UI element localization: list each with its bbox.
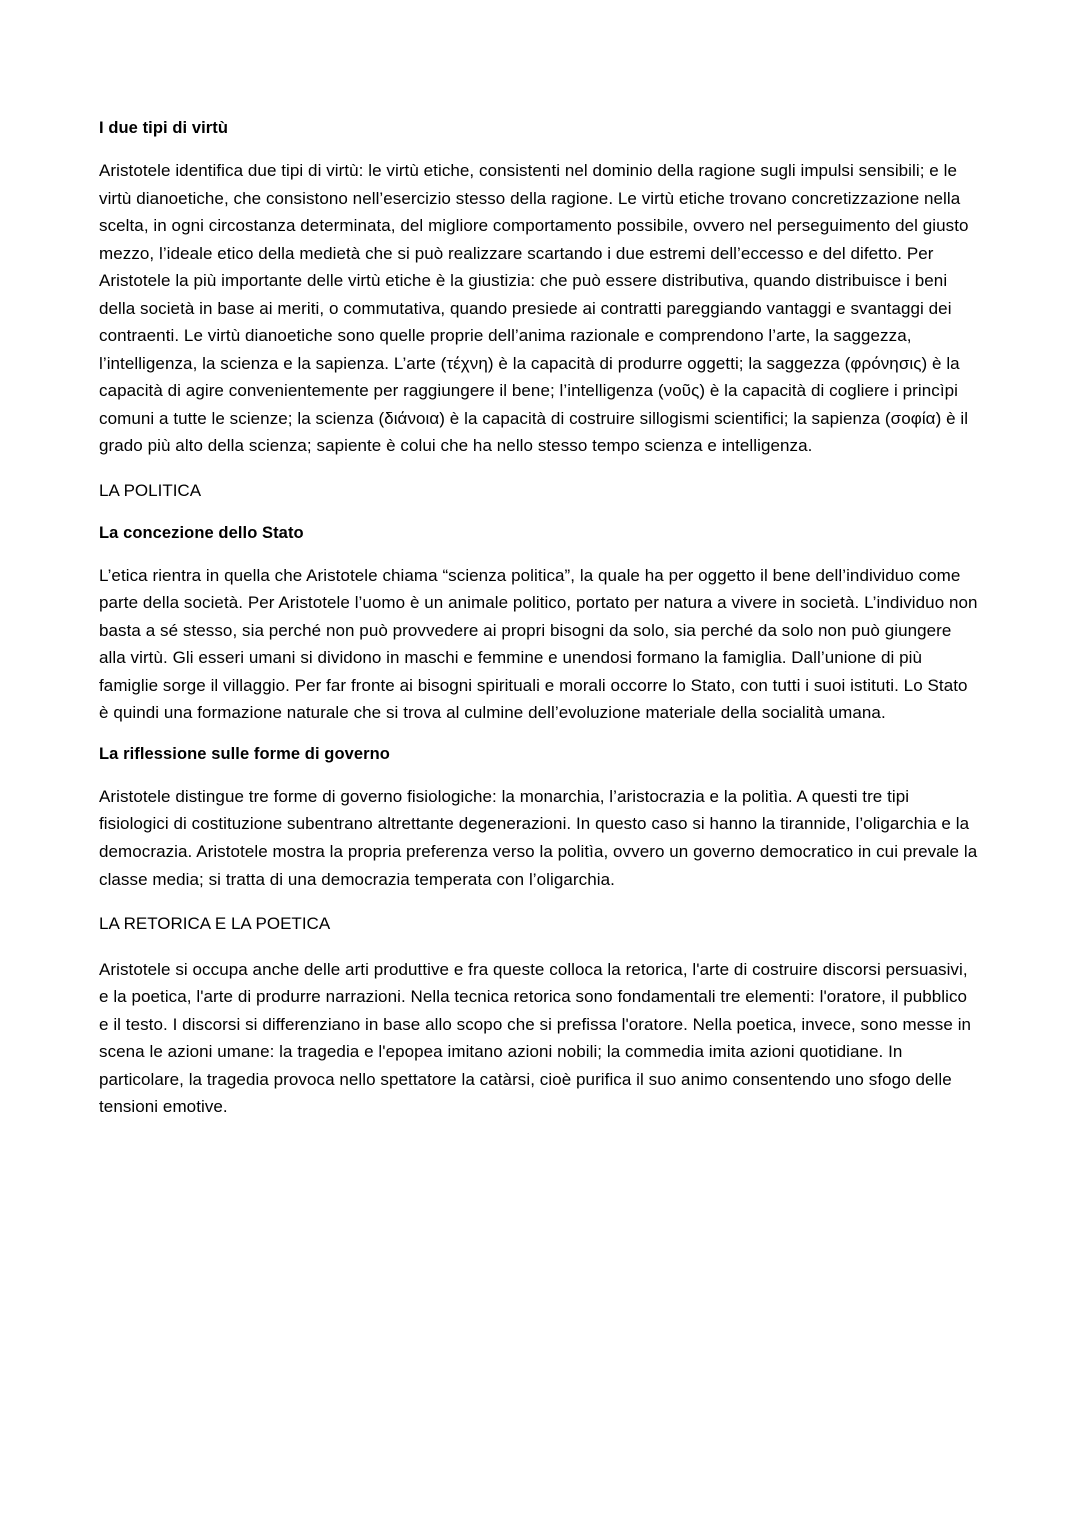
heading-la-concezione-dello-stato: La concezione dello Stato bbox=[99, 523, 304, 542]
heading-i-due-tipi-di-virtu: I due tipi di virtù bbox=[99, 119, 228, 137]
paragraph-retorica-e-poetica: Aristotele si occupa anche delle arti produttive e fra queste colloca la retorica, l'arte di costruire discorsi persuasivi, e la poetica, l'arte di produrre narrazioni. Nella tecnica retorica sono fondamentali tre elementi: l'oratore, il pubblico e il testo. I discorsi si differenziano in base allo scopo che si prefissa l'oratore. Nella poetica, invece, sono messe in scena le azioni umane: la tragedia e l'epopea imitano azioni nobili; la commedia imita azioni quotidiane. In particolare, la tragedia provoca nello spettatore la catàrsi, cioè purifica il suo animo consentendo uno sfogo delle tensioni emotive. bbox=[99, 959, 972, 1117]
paragraph-concezione-dello-stato: L’etica rientra in quella che Aristotele chiama “scienza politica”, la quale ha per oggetto il bene dell’individuo come parte della società. Per Aristotele l’uomo è un animale politico, portato per natura a vivere in società. L’individuo non basta a sé stesso, sia perché non può provvedere ai propri bisogni da solo, sia perché da solo non può giungere alla virtù. Gli esseri umani si dividono in maschi e femmine e unendosi formano la famiglia. Dall’unione di più famiglie sorge il villaggio. Per far fronte ai bisogni spirituali e morali occorre lo Stato, con tutti i suoi istituti. Lo Stato è quindi una formazione naturale che si trova al culmine dell’evoluzione materiale della socialità umana. bbox=[99, 565, 978, 723]
section-label-la-retorica-e-la-poetica: LA RETORICA E LA POETICA bbox=[99, 914, 331, 934]
paragraph-due-tipi-di-virtu: Aristotele identifica due tipi di virtù: le virtù etiche, consistenti nel dominio della ragione sugli impulsi sensibili; e le virtù dianoetiche, che consistono nell’esercizio stesso della ragione. Le virtù etiche trovano concretizzazione nella scelta, in ogni circostanza determinata, del migliore comportamento possibile, ovvero nel perseguimento del giusto mezzo, l’ideale etico della medietà che si può realizzare scartando i due estremi dell’eccesso e del difetto. Per Aristotele la più importante delle virtù etiche è la giustizia: che può essere distributiva, quando distribuisce i beni della società in base ai meriti, o commutativa, quando presiede ai contratti pareggiando vantaggi e svantaggi dei contraenti. Le virtù dianoetiche sono quelle proprie dell’anima razionale e comprendono l’arte, la saggezza, l’intelligenza, la scienza e la sapienza. L’arte (τέχνη) è la capacità di produrre oggetti; la saggezza (φρόνησις) è la capacità di agire convenientemente per raggiungere il bene; l’intelligenza (νοῦς) è la capacità di cogliere i princìpi comuni a tutte le scienze; la scienza (διάνοια) è la capacità di costruire sillogismi scientifici; la sapienza (σοφία) è il grado più alto della scienza; sapiente è colui che ha nello stesso tempo scienza e intelligenza. bbox=[99, 161, 969, 456]
paragraph-forme-di-governo: Aristotele distingue tre forme di governo fisiologiche: la monarchia, l’aristocrazia e la politìa. A questi tre tipi fisiologici di costituzione subentrano altrettante degenerazioni. In questo caso si hanno la tirannide, l’oligarchia e la democrazia. Aristotele mostra la propria preferenza verso la politìa, ovvero un governo democratico in cui prevale la classe media; si tratta di una democrazia temperata con l’oligarchia. bbox=[99, 786, 978, 889]
section-label-la-politica: LA POLITICA bbox=[99, 480, 202, 500]
document-body bbox=[99, 118, 980, 1121]
heading-le-forme-di-governo: La riflessione sulle forme di governo bbox=[99, 744, 390, 763]
